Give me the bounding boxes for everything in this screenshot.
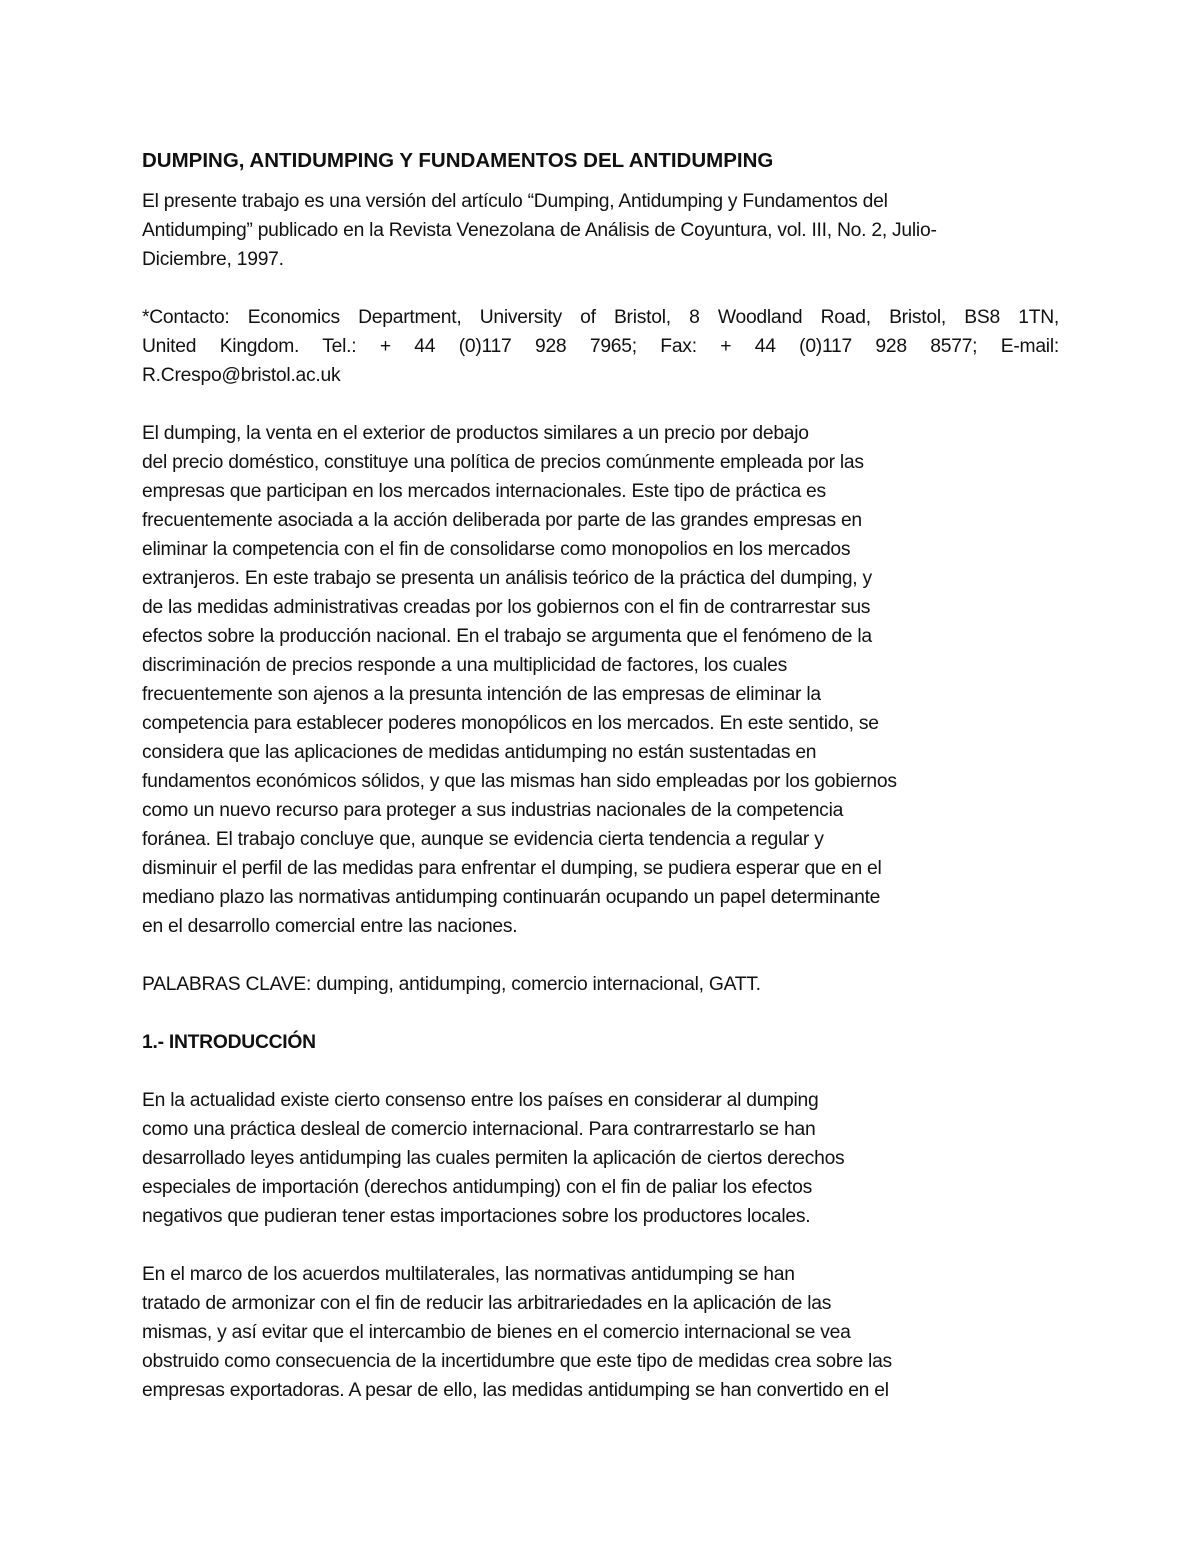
text-line: frecuentemente asociada a la acción deliberada por parte de las grandes empresas en <box>142 510 862 531</box>
text-line: del precio doméstico, constituye una política de precios comúnmente empleada por las <box>142 452 864 473</box>
text-line: en el desarrollo comercial entre las naciones. <box>142 916 518 937</box>
keywords-text: : dumping, antidumping, comercio internacional, GATT. <box>306 974 761 995</box>
text-line: competencia para establecer poderes monopólicos en los mercados. En este sentido, se <box>142 713 879 734</box>
text-line: extranjeros. En este trabajo se presenta un análisis teórico de la práctica del dumping, y <box>142 568 872 589</box>
document-page <box>142 141 1062 1405</box>
text-line: de las medidas administrativas creadas por los gobiernos con el fin de contrarrestar sus <box>142 597 871 618</box>
text-line: desarrollado leyes antidumping las cuales permiten la aplicación de ciertos derechos <box>142 1148 845 1169</box>
text-line: como un nuevo recurso para proteger a sus industrias nacionales de la competencia <box>142 800 844 821</box>
text-line: discriminación de precios responde a una multiplicidad de factores, los cuales <box>142 655 787 676</box>
text-line: disminuir el perfil de las medidas para enfrentar el dumping, se pudiera esperar que en el <box>142 858 882 879</box>
text-line: En la actualidad existe cierto consenso entre los países en considerar al dumping <box>142 1090 819 1111</box>
text-line: *Contacto: Economics Department, University of Bristol, 8 Woodland Road, Bristol, BS8 1TN, <box>142 307 1059 328</box>
text-line: Antidumping” publicado en la Revista Venezolana de Análisis de Coyuntura, vol. III, No. 2, Julio- <box>142 220 937 241</box>
text-line: mediano plazo las normativas antidumping continuarán ocupando un papel determinante <box>142 887 881 908</box>
text-line: empresas que participan en los mercados internacionales. Este tipo de práctica es <box>142 481 826 502</box>
introduction-paragraph-1 <box>142 1086 1062 1231</box>
section-heading: 1.- INTRODUCCIÓN <box>142 1032 316 1053</box>
keywords-line <box>142 970 1062 999</box>
intro-paragraph <box>142 187 1062 274</box>
text-line: como una práctica desleal de comercio internacional. Para contrarrestarlo se han <box>142 1119 816 1140</box>
text-line: El presente trabajo es una versión del artículo “Dumping, Antidumping y Fundamentos del <box>142 191 888 212</box>
text-line: fundamentos económicos sólidos, y que las mismas han sido empleadas por los gobiernos <box>142 771 897 792</box>
contact-paragraph <box>142 303 1059 390</box>
keywords-label: PALABRAS CLAVE <box>142 974 307 995</box>
introduction-paragraph-2 <box>142 1260 1062 1405</box>
text-line: mismas, y así evitar que el intercambio de bienes en el comercio internacional se vea <box>142 1322 851 1343</box>
text-line: efectos sobre la producción nacional. En el trabajo se argumenta que el fenómeno de la <box>142 626 872 647</box>
text-line: eliminar la competencia con el fin de consolidarse como monopolios en los mercados <box>142 539 851 560</box>
text-line: obstruido como consecuencia de la incertidumbre que este tipo de medidas crea sobre las <box>142 1351 892 1372</box>
document-title: DUMPING, ANTIDUMPING Y FUNDAMENTOS DEL ANTIDUMPING <box>142 149 774 172</box>
text-line: frecuentemente son ajenos a la presunta intención de las empresas de eliminar la <box>142 684 821 705</box>
text-line: El dumping, la venta en el exterior de productos similares a un precio por debajo <box>142 423 809 444</box>
text-line: R.Crespo@bristol.ac.uk <box>142 365 341 386</box>
text-line: Diciembre, 1997. <box>142 249 284 270</box>
text-line: empresas exportadoras. A pesar de ello, las medidas antidumping se han convertido en el <box>142 1380 889 1401</box>
text-line: foránea. El trabajo concluye que, aunque se evidencia cierta tendencia a regular y <box>142 829 824 850</box>
text-line: negativos que pudieran tener estas importaciones sobre los productores locales. <box>142 1206 811 1227</box>
text-line: tratado de armonizar con el fin de reducir las arbitrariedades en la aplicación de las <box>142 1293 832 1314</box>
text-line: considera que las aplicaciones de medidas antidumping no están sustentadas en <box>142 742 817 763</box>
text-line: especiales de importación (derechos antidumping) con el fin de paliar los efectos <box>142 1177 812 1198</box>
text-line: United Kingdom. Tel.: + 44 (0)117 928 7965; Fax: + 44 (0)117 928 8577; E-mail: <box>142 336 1059 357</box>
text-line: En el marco de los acuerdos multilaterales, las normativas antidumping se han <box>142 1264 795 1285</box>
abstract-paragraph <box>142 419 1062 941</box>
